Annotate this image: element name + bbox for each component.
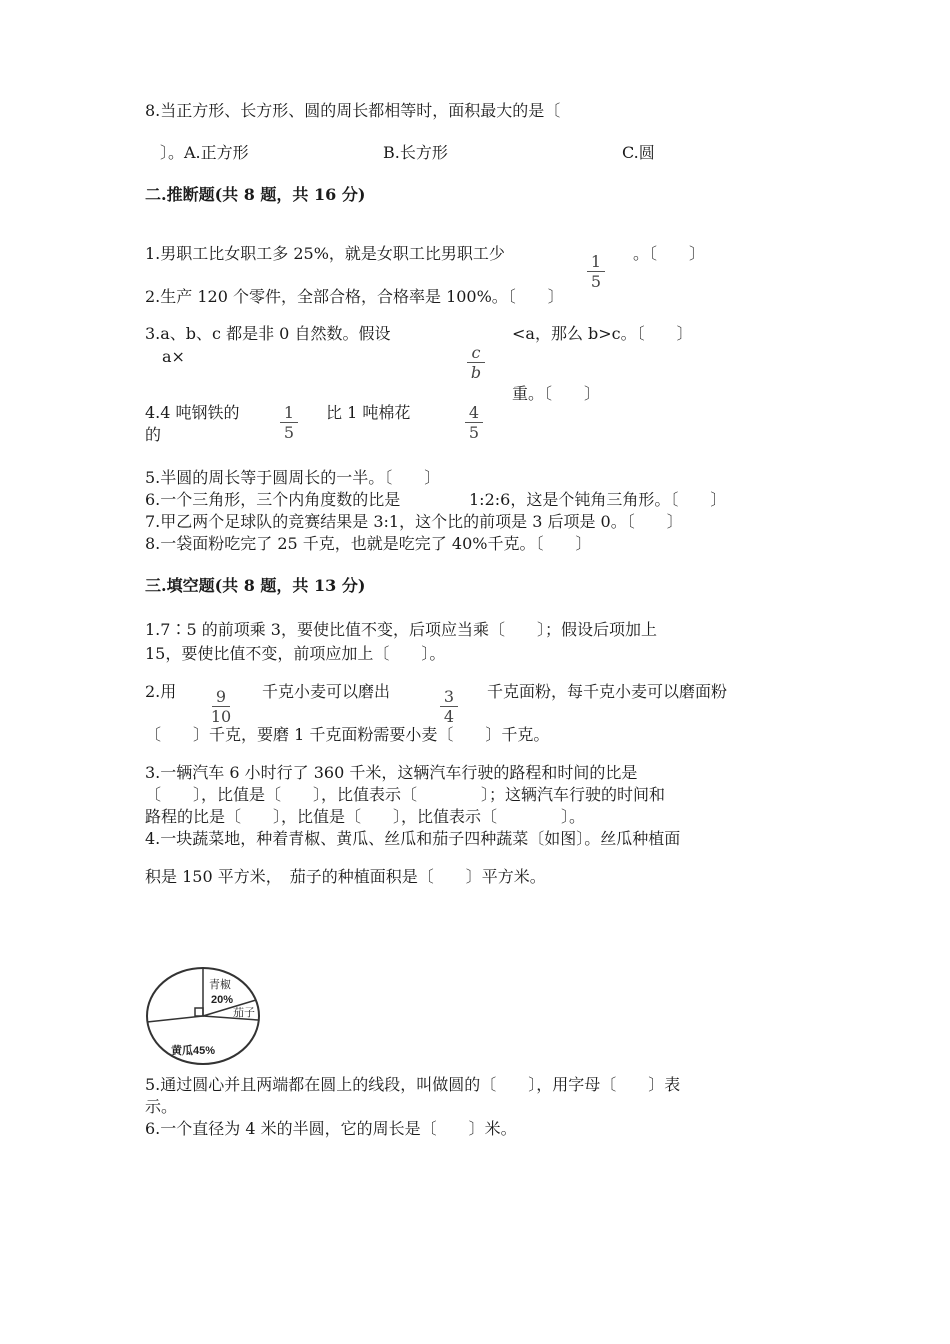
fraction-denominator: 5 <box>590 272 602 291</box>
fraction-numerator: 3 <box>443 687 455 706</box>
s2-q3-line2: a× <box>162 347 185 366</box>
s3-q3-line3: 路程的比是〔 〕，比值是〔 〕，比值表示〔 〕。 <box>145 807 586 826</box>
question-8-option-a: 〕。A.正方形 <box>160 143 249 162</box>
pie-value-qingjiao: 20% <box>211 994 234 1006</box>
s3-q2-line2: 〔 〕千克，要磨 1 千克面粉需要小麦〔 〕千克。 <box>145 725 550 744</box>
s2-q6-text-b: 1:2:6，这是个钝角三角形。〔 〕 <box>469 490 727 509</box>
s3-q2-text-a: 2.用 <box>145 682 177 701</box>
fraction-denominator: 4 <box>443 707 455 726</box>
question-8-option-b: B.长方形 <box>383 143 448 162</box>
pie-label-qiezi: 茄子 <box>233 1007 255 1019</box>
pie-label-huanggua: 黄瓜45% <box>171 1045 216 1057</box>
s2-q4-fraction-1 <box>278 404 300 441</box>
s3-q3-line2: 〔 〕，比值是〔 〕，比值表示〔 〕；这辆汽车行驶的时间和 <box>145 785 666 804</box>
s2-q4-part1b: 的 <box>145 425 162 444</box>
pie-label-qingjiao: 青椒 <box>209 979 231 991</box>
s2-q6-text-a: 6.一个三角形，三个内角度数的比是 <box>145 490 401 509</box>
s3-q5-line1: 5.通过圆心并且两端都在圆上的线段，叫做圆的〔 〕，用字母〔 〕表 <box>145 1075 681 1094</box>
s2-q8-text: 8.一袋面粉吃完了 25 千克，也就是吃完了 40%千克。〔 〕 <box>145 534 592 553</box>
s2-q5-text: 5.半圆的周长等于圆周长的一半。〔 〕 <box>145 468 441 487</box>
fraction-denominator: 5 <box>468 423 480 442</box>
question-8-text: 8.当正方形、长方形、圆的周长都相等时，面积最大的是〔 <box>145 101 561 120</box>
s2-q4-part1: 4.4 吨钢铁的 <box>145 403 240 422</box>
s3-q6-text: 6.一个直径为 4 米的半圆，它的周长是〔 〕米。 <box>145 1119 517 1138</box>
s2-q4-fraction-2 <box>463 404 485 441</box>
s2-q3-line1: 3.a、b、c 都是非 0 自然数。假设 <box>145 324 391 343</box>
s2-q4-mid: 比 1 吨棉花 <box>326 403 411 422</box>
s3-q2-text-c: 千克面粉，每千克小麦可以磨面粉 <box>487 682 728 701</box>
vegetable-pie-chart <box>145 966 265 1066</box>
fraction-denominator: b <box>470 363 482 382</box>
s2-q1-text: 1.男职工比女职工多 25%，就是女职工比男职工少 <box>145 244 505 263</box>
s2-q1-fraction <box>585 253 607 290</box>
fraction-numerator: 1 <box>283 403 295 422</box>
s2-q1-tail: 。〔 〕 <box>633 244 706 263</box>
s3-q2-text-b: 千克小麦可以磨出 <box>262 682 391 701</box>
s3-q2-fraction-1 <box>210 688 232 725</box>
fraction-numerator: 9 <box>215 687 227 706</box>
s2-q3-fraction <box>465 344 487 381</box>
fraction-numerator: 1 <box>590 252 602 271</box>
s3-q5-line2: 示。 <box>145 1097 178 1116</box>
section-3-title: 三.填空题(共 8 题，共 13 分) <box>145 576 366 595</box>
s3-q3-line1: 3.一辆汽车 6 小时行了 360 千米，这辆汽车行驶的路程和时间的比是 <box>145 763 638 782</box>
fraction-denominator: 10 <box>210 707 232 726</box>
s3-q4-line1: 4.一块蔬菜地，种着青椒、黄瓜、丝瓜和茄子四种蔬菜〔如图〕。丝瓜种植面 <box>145 829 681 848</box>
s3-q2-fraction-2 <box>438 688 460 725</box>
s3-q1-line2: 15，要使比值不变，前项应加上〔 〕。 <box>145 644 446 663</box>
fraction-denominator: 5 <box>283 423 295 442</box>
s2-q4-tail: 重。〔 〕 <box>512 384 601 403</box>
fraction-numerator: c <box>471 343 481 362</box>
s2-q7-text: 7.甲乙两个足球队的竞赛结果是 3:1，这个比的前项是 3 后项是 0。〔 〕 <box>145 512 683 531</box>
s3-q4-line2: 积是 150 平方米， 茄子的种植面积是〔 〕平方米。 <box>145 867 546 886</box>
s3-q1-line1: 1.7∶5 的前项乘 3，要使比值不变，后项应当乘〔 〕；假设后项加上 <box>145 620 657 639</box>
section-2-title: 二.推断题(共 8 题，共 16 分) <box>145 185 366 204</box>
s2-q3-tail: <a，那么 b>c。〔 〕 <box>512 324 693 343</box>
fraction-numerator: 4 <box>468 403 480 422</box>
question-8-option-c: C.圆 <box>622 143 655 162</box>
s2-q2-text: 2.生产 120 个零件，全部合格，合格率是 100%。〔 〕 <box>145 287 564 306</box>
